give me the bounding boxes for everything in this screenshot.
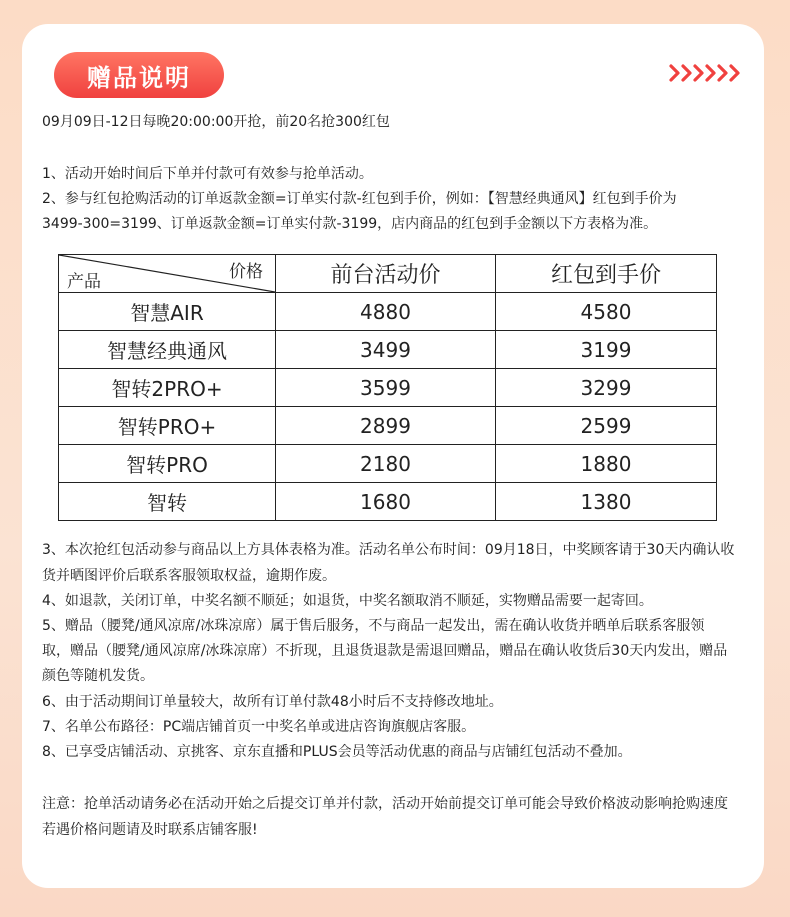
chevrons-right-icon — [668, 63, 740, 83]
product-name: 智转PRO+ — [59, 407, 276, 445]
product-name: 智转PRO — [59, 445, 276, 483]
rule-5: 5、赠品（腰凳/通风凉席/冰珠凉席）属于售后服务，不与商品一起发出，需在确认收货并晒单后联系客服领 — [42, 618, 705, 634]
rule-8: 8、已享受店铺活动、京挑客、京东直播和PLUS会员等活动优惠的商品与店铺红包活动不叠加。 — [42, 744, 632, 760]
header-front-price: 前台活动价 — [276, 255, 496, 293]
redpack-price: 4580 — [496, 293, 717, 331]
rule-2-cont: 3499-300=3199、订单返款金额=订单实付款-3199，店内商品的红包到手金额以下方表格为准。 — [42, 216, 658, 232]
table-row — [59, 293, 717, 331]
front-price: 2899 — [276, 407, 496, 445]
table-row — [59, 445, 717, 483]
rule-5-cont2: 颜色等随机发货。 — [42, 668, 154, 684]
header-redpack-price: 红包到手价 — [496, 255, 717, 293]
product-name: 智慧经典通风 — [59, 331, 276, 369]
header-price-label: 价格 — [229, 262, 263, 282]
gift-title-badge — [54, 52, 224, 98]
rule-5-cont: 取，赠品（腰凳/通风凉席/冰珠凉席）不折现，且退货退款是需退回赠品，赠品在确认收货后30天内发出，赠品 — [42, 643, 728, 659]
product-name: 智慧AIR — [59, 293, 276, 331]
front-price: 1680 — [276, 483, 496, 521]
rule-7: 7、名单公布路径：PC端店铺首页一中奖名单或进店咨询旗舰店客服。 — [42, 719, 476, 735]
header-corner-cell — [59, 255, 276, 293]
product-name: 智转2PRO+ — [59, 369, 276, 407]
table-header-row — [59, 255, 717, 293]
redpack-price: 3299 — [496, 369, 717, 407]
note-line-2: 若遇价格问题请及时联系店铺客服! — [42, 822, 258, 838]
table-row — [59, 331, 717, 369]
price-table — [58, 254, 717, 521]
table-row — [59, 407, 717, 445]
rule-4: 4、如退款，关闭订单，中奖名额不顺延；如退货，中奖名额取消不顺延，实物赠品需要一起寄回。 — [42, 593, 653, 609]
rule-6: 6、由于活动期间订单量较大，故所有订单付款48小时后不支持修改地址。 — [42, 694, 503, 710]
rule-2: 2、参与红包抢购活动的订单返款金额=订单实付款-红包到手价，例如：【智慧经典通风】红包到手价为 — [42, 191, 677, 207]
intro-text: 09月09日-12日每晚20:00:00开抢，前20名抢300红包 — [42, 114, 390, 130]
front-price: 3499 — [276, 331, 496, 369]
redpack-price: 3199 — [496, 331, 717, 369]
product-name: 智转 — [59, 483, 276, 521]
rule-3-cont: 货并晒图评价后联系客服领取权益，逾期作废。 — [42, 568, 336, 584]
rule-3: 3、本次抢红包活动参与商品以上方具体表格为准。活动名单公布时间：09月18日，中奖顾客请于30天内确认收 — [42, 542, 735, 558]
front-price: 3599 — [276, 369, 496, 407]
header-product-label: 产品 — [67, 272, 101, 292]
table-row — [59, 369, 717, 407]
table-row — [59, 483, 717, 521]
gift-title: 赠品说明 — [87, 63, 191, 92]
note-line-1: 注意：抢单活动请务必在活动开始之后提交订单并付款，活动开始前提交订单可能会导致价格波动影响抢购速度 — [42, 796, 728, 812]
rule-1: 1、活动开始时间后下单并付款可有效参与抢单活动。 — [42, 166, 373, 182]
redpack-price: 2599 — [496, 407, 717, 445]
front-price: 2180 — [276, 445, 496, 483]
redpack-price: 1380 — [496, 483, 717, 521]
redpack-price: 1880 — [496, 445, 717, 483]
front-price: 4880 — [276, 293, 496, 331]
